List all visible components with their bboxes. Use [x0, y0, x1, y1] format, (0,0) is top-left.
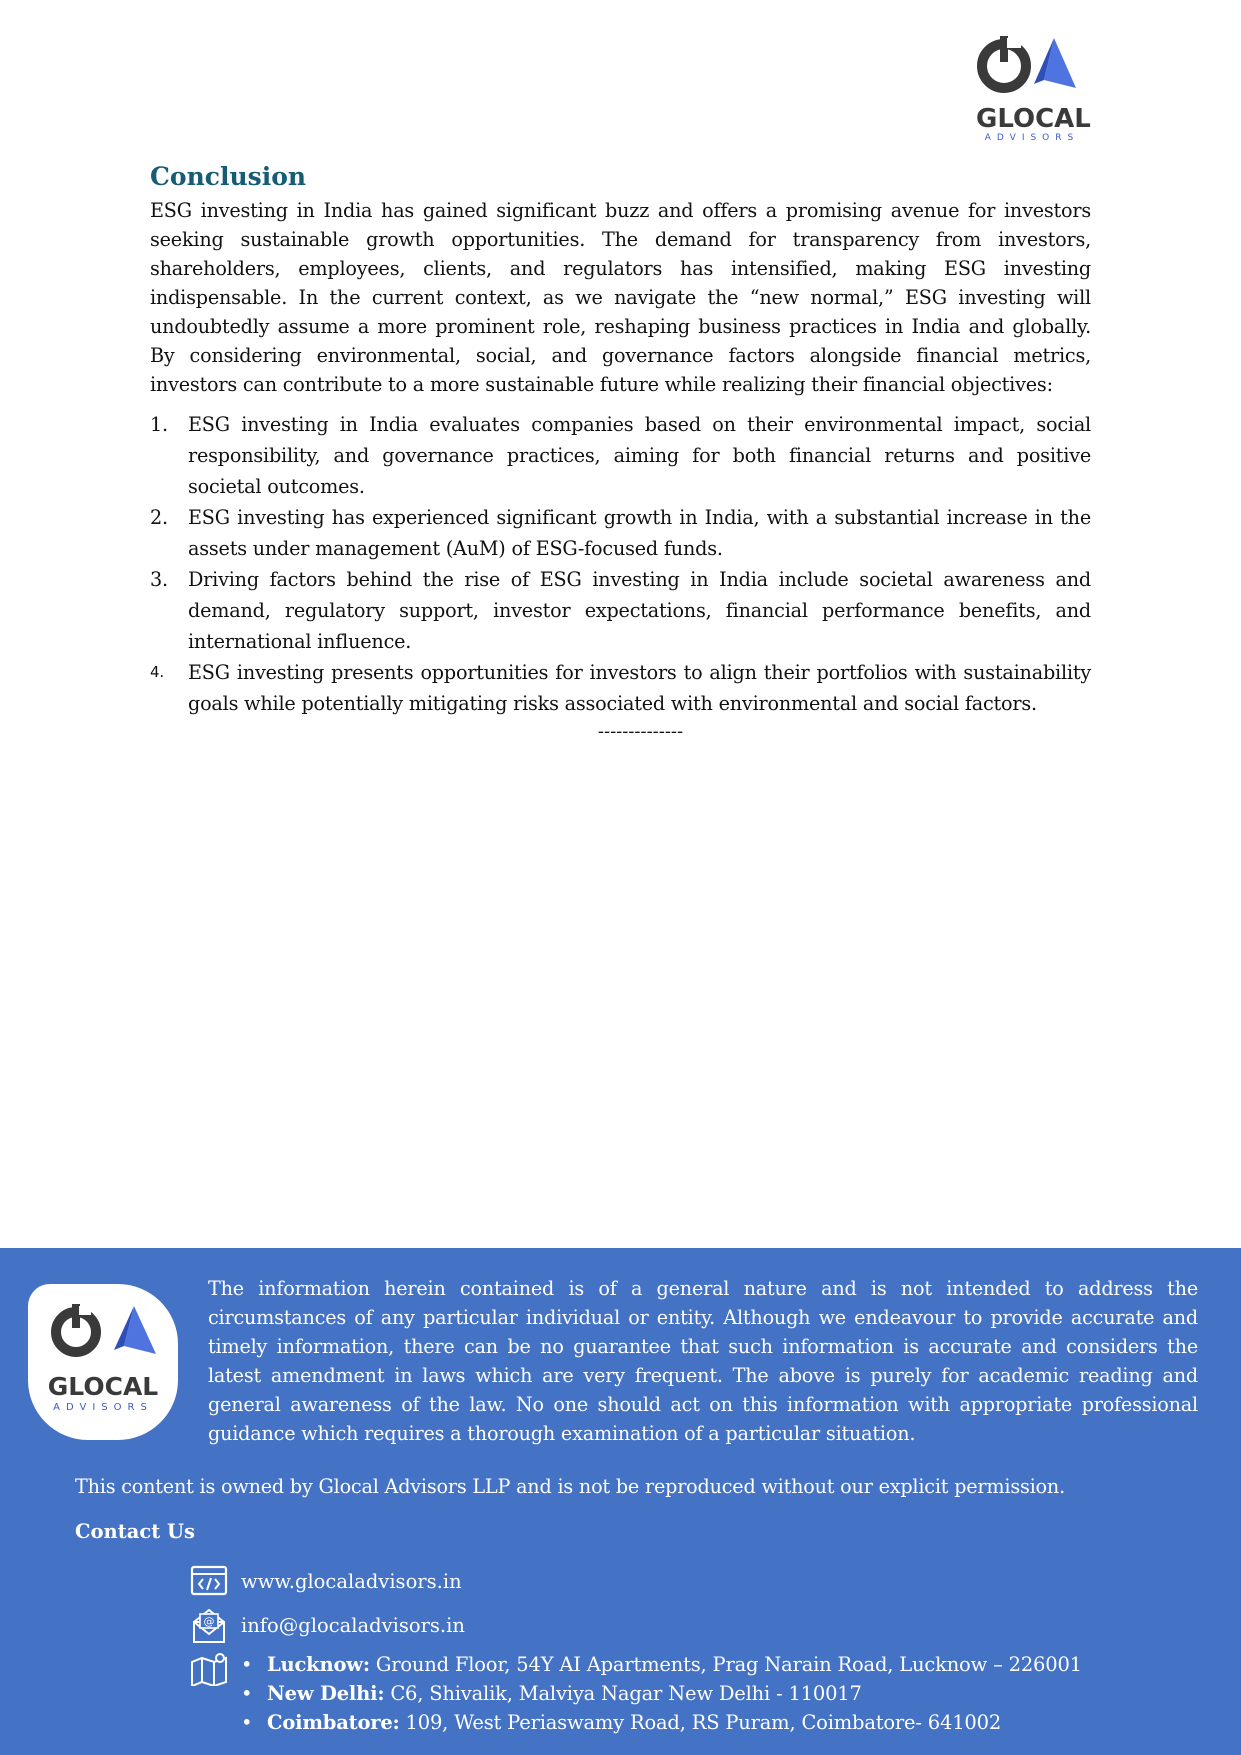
- list-item: [150, 502, 1091, 564]
- glocal-logo-mark-icon: [976, 36, 1088, 98]
- email-link[interactable]: info@glocaladvisors.in: [241, 1613, 465, 1637]
- list-text: ESG investing in India evaluates companies based on their environmental impact, social responsibility, and governance practices, aiming for both financial returns and positive societal outcomes.: [188, 413, 1091, 498]
- glocal-logo-mark-icon: [28, 1284, 178, 1440]
- list-item: [150, 657, 1091, 719]
- footer-logo: [28, 1284, 178, 1440]
- website-row[interactable]: [190, 1564, 462, 1598]
- list-number: 3.: [150, 568, 168, 591]
- list-item: [150, 409, 1091, 502]
- office-address: C6, Shivalik, Malviya Nagar New Delhi - 110017: [390, 1682, 862, 1705]
- logo-tagline: ADVISORS: [53, 1402, 153, 1413]
- email-row[interactable]: [190, 1606, 465, 1644]
- list-text: ESG investing has experienced significant growth in India, with a substantial increase in the assets under management (AuM) of ESG-focused funds.: [188, 506, 1091, 560]
- logo-wordmark: GLOCAL: [976, 104, 1091, 134]
- website-link[interactable]: www.glocaladvisors.in: [241, 1569, 462, 1593]
- web-code-icon: [190, 1564, 228, 1598]
- list-item: [150, 564, 1091, 657]
- list-text: Driving factors behind the rise of ESG investing in India include societal awareness and demand, regulatory support, investor expectations, financial performance benefits, and international influence.: [188, 568, 1091, 653]
- list-number: 4.: [150, 663, 164, 681]
- office-addresses: [190, 1650, 1082, 1737]
- list-item: • Coimbatore: 109, West Periaswamy Road, RS Puram, Coimbatore- 641002: [241, 1711, 1002, 1734]
- office-address: Ground Floor, 54Y AI Apartments, Prag Narain Road, Lucknow – 226001: [375, 1653, 1082, 1676]
- list-number: 2.: [150, 506, 168, 529]
- list-text: ESG investing presents opportunities for investors to align their portfolios with sustainability goals while potentially mitigating risks associated with environmental and social factors.: [188, 661, 1091, 715]
- logo-tagline: ADVISORS: [984, 133, 1080, 143]
- section-heading: Conclusion: [150, 162, 307, 191]
- list-number: 1.: [150, 413, 168, 436]
- header-logo: [976, 36, 1091, 143]
- list-item: • New Delhi: C6, Shivalik, Malviya Nagar New Delhi - 110017: [241, 1682, 862, 1705]
- footer: [0, 1248, 1241, 1755]
- list-item: • Lucknow: Ground Floor, 54Y AI Apartments, Prag Narain Road, Lucknow – 226001: [241, 1653, 1082, 1676]
- ownership-notice: This content is owned by Glocal Advisors LLP and is not be reproduced without our explicit permission.: [75, 1475, 1065, 1498]
- logo-wordmark: GLOCAL: [47, 1372, 159, 1401]
- section-divider: --------------: [597, 721, 684, 742]
- contact-heading: Contact Us: [75, 1520, 195, 1543]
- office-city: Coimbatore:: [267, 1711, 400, 1734]
- map-icon: [190, 1652, 228, 1686]
- office-list: [241, 1650, 1082, 1737]
- email-icon: [190, 1606, 228, 1644]
- office-address: 109, West Periaswamy Road, RS Puram, Coimbatore- 641002: [405, 1711, 1002, 1734]
- conclusion-paragraph: ESG investing in India has gained significant buzz and offers a promising avenue for investors seeking sustainable growth opportunities. The demand for transparency from investors, shareholders, employees, clients, and regulators has intensified, making ESG investing indispensable. In the current context, as we navigate the “new normal,” ESG investing will undoubtedly assume a more prominent role, reshaping business practices in India and globally. By considering environmental, social, and governance factors alongside financial metrics, investors can contribute to a more sustainable future while realizing their financial objectives:: [150, 199, 1091, 396]
- conclusion-section: [150, 162, 1091, 743]
- disclaimer-text: The information herein contained is of a general nature and is not intended to address the circumstances of any particular individual or entity. Although we endeavour to provide accurate and timely information, there can be no guarantee that such information is accurate and considers the latest amendment in laws which are very frequent. The above is purely for academic reading and general awareness of the law. No one should act on this information with appropriate professional guidance which requires a thorough examination of a particular situation.: [208, 1277, 1198, 1445]
- office-city: New Delhi:: [267, 1682, 385, 1705]
- conclusion-points: [150, 409, 1091, 719]
- svg-text:@: @: [203, 1615, 215, 1628]
- office-city: Lucknow:: [267, 1653, 370, 1676]
